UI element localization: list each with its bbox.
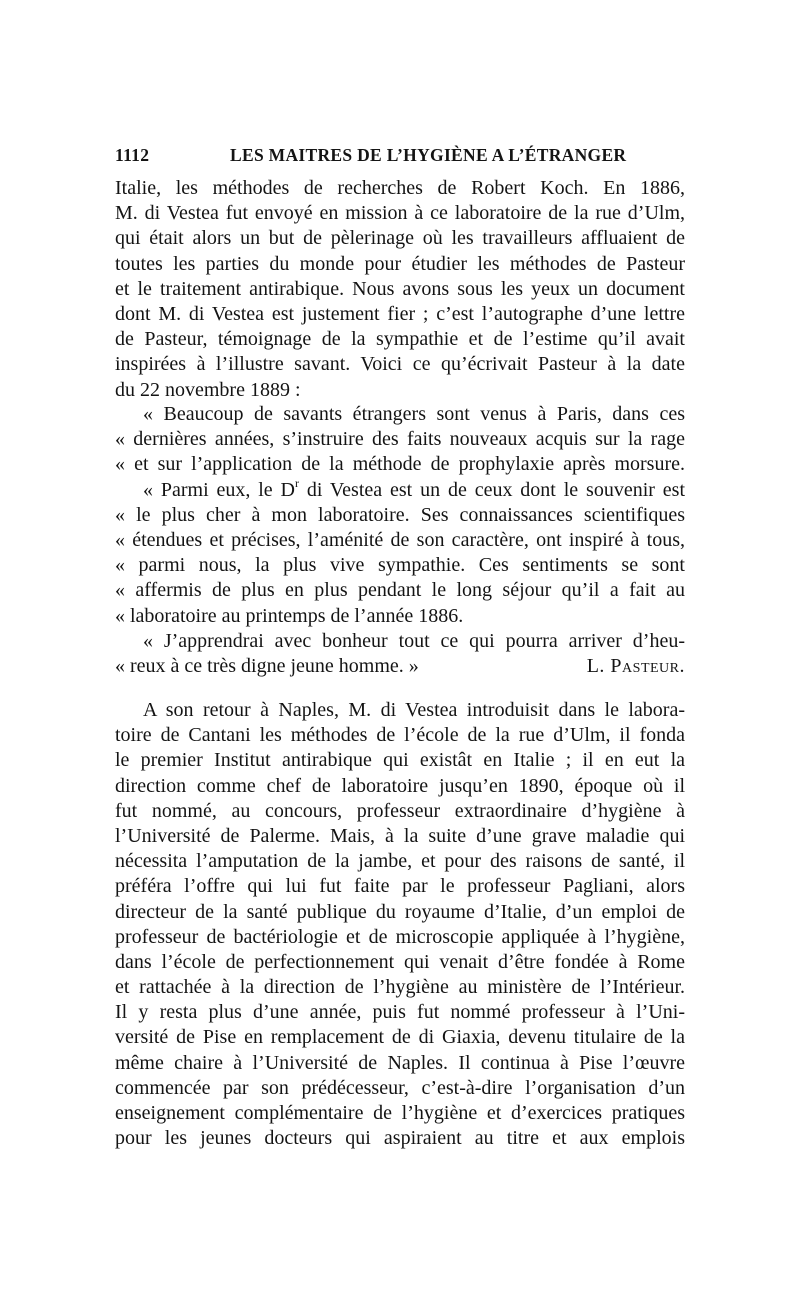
text-line: fut nommé, au concours, professeur extraordinaire d’hygiène à: [115, 799, 685, 822]
text-line: Italie, les méthodes de recherches de Robert Koch. En 1886,: [115, 177, 685, 199]
page-header: [115, 140, 685, 168]
text-line: même chaire à l’Université de Naples. Il continua à Pise l’œuvre: [115, 1051, 685, 1074]
text-line: de Pasteur, témoignage de la sympathie et de l’estime qu’il avait: [115, 328, 685, 351]
quote-line: « affermis de plus en plus pendant le long séjour qu’il a fait au: [115, 579, 685, 602]
text-line: directeur de la santé publique du royaume d’Italie, d’un emploi de: [115, 900, 685, 923]
quote-line: « parmi nous, la plus vive sympathie. Ces sentiments se sont: [115, 554, 685, 577]
text-line: professeur de bactériologie et de microscopie appliquée à l’hygiène,: [115, 925, 685, 948]
text-line: préféra l’offre qui lui fut faite par le professeur Pagliani, alors: [115, 875, 685, 898]
signature: L. Pasteur.: [586, 654, 685, 677]
text-line: inspirées à l’illustre savant. Voici ce qu’écrivait Pasteur à la date: [115, 353, 685, 376]
quote-text: di Vestea est un de ceux dont le souvenir est: [299, 478, 685, 501]
text-line: pour les jeunes docteurs qui aspiraient au titre et aux emplois: [115, 1127, 685, 1150]
quote-line: [115, 654, 685, 679]
text-line: M. di Vestea fut envoyé en mission à ce laboratoire de la rue d’Ulm,: [115, 202, 685, 225]
text-line: direction comme chef de laboratoire jusqu’en 1890, époque où il: [115, 774, 685, 797]
quote-line: « le plus cher à mon laboratoire. Ses connaissances scientifiques: [115, 503, 685, 526]
text-line: et rattachée à la direction de l’hygiène au ministère de l’Intérieur.: [115, 976, 685, 999]
quote-text: « reux à ce très digne jeune homme. »: [115, 654, 419, 677]
quote-text: « Parmi eux, le D: [143, 478, 295, 501]
text-line: qui était alors un but de pèlerinage où les travailleurs affluaient de: [115, 227, 685, 250]
page-number: 1112: [115, 145, 150, 165]
quote-line: [115, 475, 685, 503]
text-line: versité de Pise en remplacement de di Giaxia, devenu titulaire de la: [115, 1026, 685, 1049]
text-line: A son retour à Naples, M. di Vestea introduisit dans le labora-: [143, 699, 685, 721]
quote-line: « étendues et précises, l’aménité de son caractère, ont inspiré à tous,: [115, 528, 685, 551]
text-line: Il y resta plus d’une année, puis fut nommé professeur à l’Uni-: [115, 1001, 685, 1024]
quote-line: « dernières années, s’instruire des faits nouveaux acquis sur la rage: [115, 428, 685, 451]
text-line: commencée par son prédécesseur, c’est-à-dire l’organisation d’un: [115, 1076, 685, 1099]
quote-line: « et sur l’application de la méthode de prophylaxie après morsure.: [115, 453, 685, 476]
quote-line: « laboratoire au printemps de l’année 1886.: [115, 604, 464, 627]
text-line: le premier Institut antirabique qui existât en Italie ; il en eut la: [115, 749, 685, 772]
text-line: dans l’école de perfectionnement qui venait d’être fondée à Rome: [115, 950, 685, 973]
text-line: dont M. di Vestea est justement fier ; c’est l’autographe d’une lettre: [115, 302, 685, 325]
quote-line: « J’apprendrai avec bonheur tout ce qui pourra arriver d’heu-: [143, 629, 685, 652]
text-line: l’Université de Palerme. Mais, à la suite d’une grave maladie qui: [115, 824, 685, 847]
superscript: r: [295, 475, 299, 490]
paragraph-2: [115, 698, 685, 1151]
text-line: et le traitement antirabique. Nous avons sous les yeux un document: [115, 277, 685, 300]
text-line: toutes les parties du monde pour étudier les méthodes de Pasteur: [115, 252, 685, 275]
pasteur-letter-quote: [115, 402, 685, 679]
text-line: toire de Cantani les méthodes de l’école de la rue d’Ulm, il fonda: [115, 724, 685, 747]
text-line: nécessita l’amputation de la jambe, et pour des raisons de santé, il: [115, 850, 685, 873]
paragraph-1: [115, 176, 685, 403]
text-line: du 22 novembre 1889 :: [115, 378, 301, 401]
quote-line: « Beaucoup de savants étrangers sont venus à Paris, dans ces: [143, 403, 685, 425]
text-line: enseignement complémentaire de l’hygiène et d’exercices pratiques: [115, 1102, 685, 1124]
running-title: LES MAITRES DE L’HYGIÈNE A L’ÉTRANGER: [230, 145, 627, 165]
